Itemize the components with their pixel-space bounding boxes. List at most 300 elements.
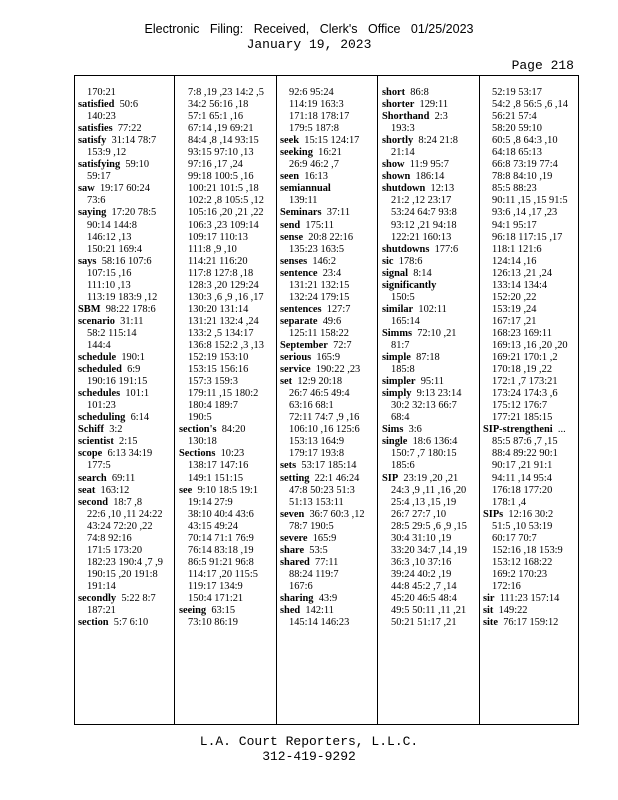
index-references: 18:6 136:4 [412, 436, 458, 448]
index-references: 165:9 [312, 532, 337, 544]
index-entry [280, 340, 375, 352]
reporter-phone: 312-419-9292 [262, 749, 356, 764]
index-continuation-line: 78:7 190:5 [289, 520, 334, 532]
index-references: 163:12 [100, 484, 130, 496]
index-term: sets [280, 460, 297, 472]
index-references: 190:1 [121, 352, 145, 364]
index-continuation-line: 96:18 117:15 ,17 [492, 231, 563, 243]
index-continuation-line: 52:19 53:17 [492, 87, 542, 98]
index-entry [78, 364, 172, 376]
index-references: 86:8 [410, 87, 429, 98]
index-continuation-line: 47:8 50:23 51:3 [289, 484, 355, 496]
index-continuation-line: 53:24 64:7 93:8 [391, 207, 457, 219]
index-references: 18:7 ,8 [113, 496, 143, 508]
index-continuation-line: 64:18 65:13 [492, 147, 542, 159]
index-continuation-line: 171:18 178:17 [289, 111, 350, 123]
index-continuation-line: 72:11 74:7 ,9 ,16 [289, 412, 360, 424]
index-continuation-line: 130:20 131:14 [188, 303, 249, 315]
index-term: signal [382, 267, 408, 279]
index-entry [483, 593, 577, 605]
index-term: sense [280, 231, 304, 243]
index-term: senses [280, 255, 308, 267]
index-continuation-line: 43:24 72:20 ,22 [87, 520, 153, 532]
index-continuation-line: 182:23 190:4 ,7 ,9 [87, 556, 163, 568]
index-references: 95:11 [420, 376, 444, 388]
index-term: semiannual [280, 183, 331, 195]
index-continuation-line: 168:23 169:11 [492, 327, 552, 339]
index-term: Schiff [78, 424, 104, 436]
index-references: 50:6 [119, 99, 139, 111]
index-continuation-line: 119:17 134:9 [188, 580, 243, 592]
index-entry [382, 352, 477, 364]
index-references: 23:4 [322, 267, 342, 279]
index-entry [483, 617, 577, 629]
index-continuation-line: 113:19 183:9 ,12 [87, 291, 158, 303]
index-term: scientist [78, 436, 114, 448]
index-entry [280, 593, 375, 605]
index-entry [382, 159, 477, 171]
index-references: 190:22 ,23 [315, 364, 361, 376]
index-continuation-line: 26:9 46:2 ,7 [289, 159, 339, 171]
index-continuation-line: 126:13 ,21 ,24 [492, 267, 553, 279]
index-continuation-line: 145:14 146:23 [289, 617, 350, 629]
index-entry [280, 605, 375, 617]
index-continuation-line: 152:19 153:10 [188, 352, 249, 364]
index-term: shortly [382, 135, 414, 147]
index-entry [78, 304, 172, 316]
index-continuation-line: 193:3 [391, 123, 415, 135]
index-references: 53:17 185:14 [301, 460, 357, 472]
index-references: 59:10 [125, 159, 150, 171]
index-continuation-line: 170:18 ,19 ,22 [492, 364, 553, 376]
index-continuation-line: 26:7 27:7 ,10 [391, 508, 447, 520]
index-continuation-line: 34:2 56:16 ,18 [188, 99, 249, 111]
index-references: 10:23 [220, 448, 245, 460]
index-continuation-line: 171:5 173:20 [87, 544, 143, 556]
index-continuation-line: 179:11 ,15 180:2 [188, 388, 259, 400]
index-continuation-line: 7:8 ,19 ,23 14:2 ,5 [188, 87, 264, 98]
index-continuation-line: 63:16 68:1 [289, 400, 334, 412]
index-continuation-line: 138:17 147:16 [188, 460, 249, 472]
index-entry [78, 497, 172, 509]
index-entry [382, 256, 477, 268]
index-references: 2:15 [119, 436, 138, 448]
index-continuation-line: 38:10 40:4 43:6 [188, 508, 254, 520]
index-continuation-line: 60:17 70:7 [492, 532, 537, 544]
index-continuation-line: 97:16 ,17 ,24 [188, 159, 243, 171]
index-references: 31:14 78:7 [111, 135, 157, 147]
index-term: section [78, 617, 109, 629]
index-continuation-line: 169:2 170:23 [492, 568, 548, 580]
index-references: 127:7 [326, 303, 351, 315]
index-continuation-line: 81:7 [391, 339, 410, 351]
index-term: shed [280, 605, 301, 617]
column-divider [174, 75, 175, 725]
index-term: significantly [382, 279, 437, 291]
index-term: saw [78, 183, 95, 195]
index-continuation-line: 26:7 46:5 49:4 [289, 388, 350, 400]
index-references: 36:7 60:3 ,12 [309, 508, 365, 520]
index-column-2 [179, 87, 274, 717]
index-continuation-line: 172:1 ,7 173:21 [492, 376, 558, 388]
index-term: shutdowns [382, 243, 430, 255]
index-references: 87:18 [416, 352, 440, 364]
index-term: single [382, 436, 408, 448]
index-continuation-line: 90:11 ,15 ,15 91:5 [492, 195, 568, 207]
reporter-company: L.A. Court Reporters, L.L.C. [199, 734, 419, 749]
index-entry [382, 244, 477, 256]
index-continuation-line: 45:20 46:5 48:4 [391, 592, 457, 604]
index-continuation-line: 58:2 115:14 [87, 327, 137, 339]
index-entry [280, 268, 375, 280]
index-column-4 [382, 87, 477, 717]
transcript-date: January 19, 2023 [246, 37, 372, 52]
index-term: sir [483, 592, 495, 604]
index-term: shorter [382, 99, 415, 111]
index-continuation-line: 51:5 ,10 53:19 [492, 520, 553, 532]
index-continuation-line: 150:21 169:4 [87, 243, 143, 255]
index-column-3 [280, 87, 375, 717]
index-term: satisfied [78, 99, 115, 111]
index-continuation-line: 94:11 ,14 95:4 [492, 472, 552, 484]
index-entry [382, 280, 477, 292]
index-continuation-line: 179:5 187:8 [289, 123, 339, 135]
index-references: 142:11 [305, 605, 334, 617]
index-continuation-line: 106:10 ,16 125:6 [289, 424, 360, 436]
index-entry [280, 304, 375, 316]
index-continuation-line: 22:6 ,10 ,11 24:22 [87, 508, 163, 520]
index-references: 178:6 [398, 255, 423, 267]
index-references: 12:13 [430, 183, 455, 195]
index-references: 165:9 [316, 352, 341, 364]
index-continuation-line: 90:14 144:8 [87, 219, 137, 231]
index-continuation-line: 59:17 [87, 171, 111, 183]
index-continuation-line: 153:19 ,24 [492, 303, 537, 315]
index-references: 15:15 124:17 [304, 135, 360, 147]
index-entry [483, 424, 577, 436]
index-term: seeking [280, 147, 313, 159]
index-continuation-line: 176:18 177:20 [492, 484, 553, 496]
index-references: 12:9 20:18 [297, 376, 343, 388]
index-continuation-line: 180:4 189:7 [188, 400, 238, 412]
index-term: simply [382, 388, 412, 400]
index-term: Seminars [280, 207, 322, 219]
index-references: 102:11 [418, 303, 447, 315]
index-continuation-line: 30:4 31:10 ,19 [391, 532, 452, 544]
index-continuation-line: 177:21 185:15 [492, 412, 553, 424]
index-term: satisfy [78, 135, 107, 147]
index-continuation-line: 90:17 ,21 91:1 [492, 460, 553, 472]
index-entry [179, 424, 274, 436]
index-continuation-line: 21:14 [391, 147, 415, 159]
index-continuation-line: 51:13 153:11 [289, 496, 344, 508]
index-entry [280, 256, 375, 268]
index-term: separate [280, 315, 318, 327]
index-entry [280, 509, 375, 521]
index-continuation-line: 19:14 27:9 [188, 496, 233, 508]
index-references: 8:14 [413, 267, 432, 279]
index-continuation-line: 146:12 ,13 [87, 231, 132, 243]
index-continuation-line: 169:13 ,16 ,20 ,20 [492, 339, 568, 351]
index-references: 53:5 [309, 544, 328, 556]
index-continuation-line: 36:3 ,10 37:16 [391, 556, 452, 568]
index-entry [280, 352, 375, 364]
index-entry [78, 99, 172, 111]
index-continuation-line: 133:14 134:4 [492, 279, 548, 291]
index-references: 3:2 [109, 424, 123, 436]
index-continuation-line: 152:20 ,22 [492, 291, 537, 303]
index-continuation-line: 56:21 57:4 [492, 111, 537, 123]
index-continuation-line: 93:12 ,21 94:18 [391, 219, 457, 231]
index-references: 72:10 ,21 [417, 327, 457, 339]
index-references: 72:7 [333, 339, 352, 351]
index-continuation-line: 85:5 88:23 [492, 183, 537, 195]
index-term: show [382, 159, 405, 171]
index-references: 23:19 ,20 ,21 [403, 472, 459, 484]
index-continuation-line: 94:1 95:17 [492, 219, 537, 231]
index-term: search [78, 472, 107, 484]
index-references: 77:11 [315, 556, 339, 568]
index-references: 31:11 [120, 315, 144, 327]
index-references: 6:13 34:19 [107, 448, 153, 460]
index-term: send [280, 219, 301, 231]
index-continuation-line: 99:18 100:5 ,16 [188, 171, 254, 183]
index-entry [280, 147, 375, 159]
index-continuation-line: 124:14 ,16 [492, 255, 537, 267]
index-continuation-line: 111:10 ,13 [87, 279, 131, 291]
index-continuation-line: 185:8 [391, 364, 415, 376]
index-entry [78, 183, 172, 195]
index-entry [280, 545, 375, 557]
index-term: satisfies [78, 123, 113, 135]
index-entry [382, 99, 477, 111]
index-references: 77:22 [117, 123, 142, 135]
index-continuation-line: 133:2 ,5 134:17 [188, 327, 254, 339]
index-references: 9:10 18:5 19:1 [197, 484, 259, 496]
index-continuation-line: 24:3 ,9 ,11 ,16 ,20 [391, 484, 467, 496]
index-continuation-line: 178:1 ,4 [492, 496, 527, 508]
index-continuation-line: 68:4 [391, 412, 410, 424]
index-term: SIP-strengtheni [483, 424, 553, 436]
index-continuation-line: 84:4 ,8 ,14 93:15 [188, 135, 259, 147]
index-term: scheduled [78, 364, 122, 376]
index-continuation-line: 44:8 45:2 ,7 ,14 [391, 580, 457, 592]
index-term: section's [179, 424, 217, 436]
index-continuation-line: 144:4 [87, 339, 111, 351]
index-references: 3:6 [408, 424, 422, 436]
index-references: ... [557, 424, 566, 436]
index-entry [382, 171, 477, 183]
index-term: shared [280, 556, 310, 568]
index-term: severe [280, 532, 308, 544]
index-entry [382, 135, 477, 147]
index-continuation-line: 149:1 151:15 [188, 472, 244, 484]
index-entry [179, 448, 274, 460]
index-term: simpler [382, 376, 416, 388]
index-term: see [179, 484, 193, 496]
index-references: 2:3 [434, 111, 448, 123]
index-term: schedule [78, 352, 117, 364]
index-entry [78, 448, 172, 460]
index-entry [78, 412, 172, 424]
index-entry [78, 388, 172, 400]
index-references: 98:22 178:6 [105, 303, 156, 315]
index-references: 111:23 157:14 [499, 592, 560, 604]
index-term: secondly [78, 592, 117, 604]
index-references: 22:1 46:24 [314, 472, 360, 484]
index-entry [78, 424, 172, 436]
index-term: setting [280, 472, 310, 484]
index-term: short [382, 87, 406, 98]
index-continuation-line: 70:14 71:1 76:9 [188, 532, 254, 544]
index-entry [78, 123, 172, 135]
index-term: Sections [179, 448, 216, 460]
index-entry [483, 509, 577, 521]
index-term: says [78, 255, 97, 267]
index-continuation-line: 50:21 51:17 ,21 [391, 617, 457, 629]
index-continuation-line: 114:19 163:3 [289, 99, 344, 111]
index-continuation-line: 30:2 32:13 66:7 [391, 400, 457, 412]
index-continuation-line: 131:21 132:15 [289, 279, 350, 291]
index-continuation-line: 190:5 [188, 412, 212, 424]
index-entry [382, 424, 477, 436]
index-entry [382, 473, 477, 485]
index-term: second [78, 496, 109, 508]
index-continuation-line: 39:24 40:2 ,19 [391, 568, 452, 580]
index-continuation-line: 92:6 95:24 [289, 87, 334, 98]
index-continuation-line: 191:14 [87, 580, 116, 592]
index-entry [280, 376, 375, 388]
index-term: serious [280, 352, 312, 364]
index-continuation-line: 130:18 [188, 436, 217, 448]
index-entry [78, 617, 172, 629]
index-references: 6:9 [127, 364, 141, 376]
index-references: 43:9 [318, 592, 338, 604]
index-entry [78, 316, 172, 328]
index-references: 129:11 [419, 99, 449, 111]
index-term: scope [78, 448, 103, 460]
index-continuation-line: 107:15 ,16 [87, 267, 132, 279]
index-continuation-line: 88:4 89:22 90:1 [492, 448, 558, 460]
index-continuation-line: 169:21 170:1 ,2 [492, 352, 558, 364]
index-continuation-line: 153:9 ,12 [87, 147, 127, 159]
index-term: SIPs [483, 508, 504, 520]
index-references: 146:2 [312, 255, 337, 267]
index-continuation-line: 157:3 159:3 [188, 376, 238, 388]
index-continuation-line: 132:24 179:15 [289, 291, 350, 303]
index-term: similar [382, 303, 414, 315]
index-term: service [280, 364, 311, 376]
index-continuation-line: 140:23 [87, 111, 116, 123]
index-continuation-line: 106:3 ,23 109:14 [188, 219, 259, 231]
index-term: Shorthand [382, 111, 430, 123]
index-continuation-line: 175:12 176:7 [492, 400, 548, 412]
index-continuation-line: 177:5 [87, 460, 111, 472]
index-continuation-line: 153:12 168:22 [492, 556, 553, 568]
index-continuation-line: 73:6 [87, 195, 106, 207]
index-continuation-line: 93:6 ,14 ,17 ,23 [492, 207, 558, 219]
index-references: 177:6 [434, 243, 459, 255]
index-continuation-line: 57:1 65:1 ,16 [188, 111, 244, 123]
index-continuation-line: 109:17 110:13 [188, 231, 248, 243]
index-continuation-line: 165:14 [391, 315, 420, 327]
index-entry [280, 557, 375, 569]
index-term: sentences [280, 303, 322, 315]
index-term: scenario [78, 315, 115, 327]
index-term: September [280, 339, 328, 351]
index-references: 16:13 [304, 171, 328, 183]
index-entry [382, 376, 477, 388]
index-entry [78, 207, 172, 219]
index-continuation-line: 130:3 ,6 ,9 ,16 ,17 [188, 291, 264, 303]
index-term: SBM [78, 303, 101, 315]
index-continuation-line: 117:8 127:8 ,18 [188, 267, 254, 279]
index-entry [78, 159, 172, 171]
index-continuation-line: 100:21 101:5 ,18 [188, 183, 259, 195]
index-continuation-line: 125:11 158:22 [289, 327, 349, 339]
index-entry [280, 232, 375, 244]
index-continuation-line: 153:13 164:9 [289, 436, 345, 448]
index-entry [382, 87, 477, 99]
index-continuation-line: 73:10 86:19 [188, 617, 238, 629]
index-continuation-line: 86:5 91:21 96:8 [188, 556, 254, 568]
index-term: scheduling [78, 412, 126, 424]
index-references: 63:15 [211, 605, 236, 617]
index-term: set [280, 376, 293, 388]
index-references: 16:21 [318, 147, 342, 159]
index-references: 101:1 [125, 388, 150, 400]
index-references: 20:8 22:16 [308, 231, 354, 243]
index-entry [78, 135, 172, 147]
index-references: 5:22 8:7 [121, 592, 156, 604]
index-term: schedules [78, 388, 121, 400]
index-term: site [483, 617, 499, 629]
index-term: seeing [179, 605, 207, 617]
index-references: 9:13 23:14 [416, 388, 462, 400]
index-references: 6:14 [130, 412, 150, 424]
index-entry [280, 207, 375, 219]
index-continuation-line: 85:5 87:6 ,7 ,15 [492, 436, 558, 448]
index-continuation-line: 105:16 ,20 ,21 ,22 [188, 207, 264, 219]
index-references: 175:11 [305, 219, 334, 231]
index-entry [78, 485, 172, 497]
index-continuation-line: 67:14 ,19 69:21 [188, 123, 254, 135]
index-references: 19:17 60:24 [99, 183, 150, 195]
index-references: 11:9 95:7 [409, 159, 449, 171]
index-term: satisfying [78, 159, 121, 171]
index-term: simple [382, 352, 411, 364]
index-term: SIP [382, 472, 399, 484]
index-continuation-line: 150:7 ,7 180:15 [391, 448, 457, 460]
index-term: seat [78, 484, 96, 496]
index-continuation-line: 114:17 ,20 115:5 [188, 568, 258, 580]
index-column-1 [78, 87, 172, 717]
index-entry [280, 460, 375, 472]
index-entry [382, 388, 477, 400]
index-continuation-line: 88:24 119:7 [289, 568, 339, 580]
index-continuation-line: 139:11 [289, 195, 318, 207]
index-continuation-line: 111:8 ,9 ,10 [188, 243, 237, 255]
index-term: sentence [280, 267, 318, 279]
index-column-5 [483, 87, 577, 717]
index-continuation-line: 136:8 152:2 ,3 ,13 [188, 339, 264, 351]
index-term: Sims [382, 424, 404, 436]
index-continuation-line: 78:8 84:10 ,19 [492, 171, 553, 183]
index-continuation-line: 114:21 116:20 [188, 255, 248, 267]
index-entry [280, 473, 375, 485]
index-continuation-line: 190:16 191:15 [87, 376, 148, 388]
index-term: seven [280, 508, 305, 520]
